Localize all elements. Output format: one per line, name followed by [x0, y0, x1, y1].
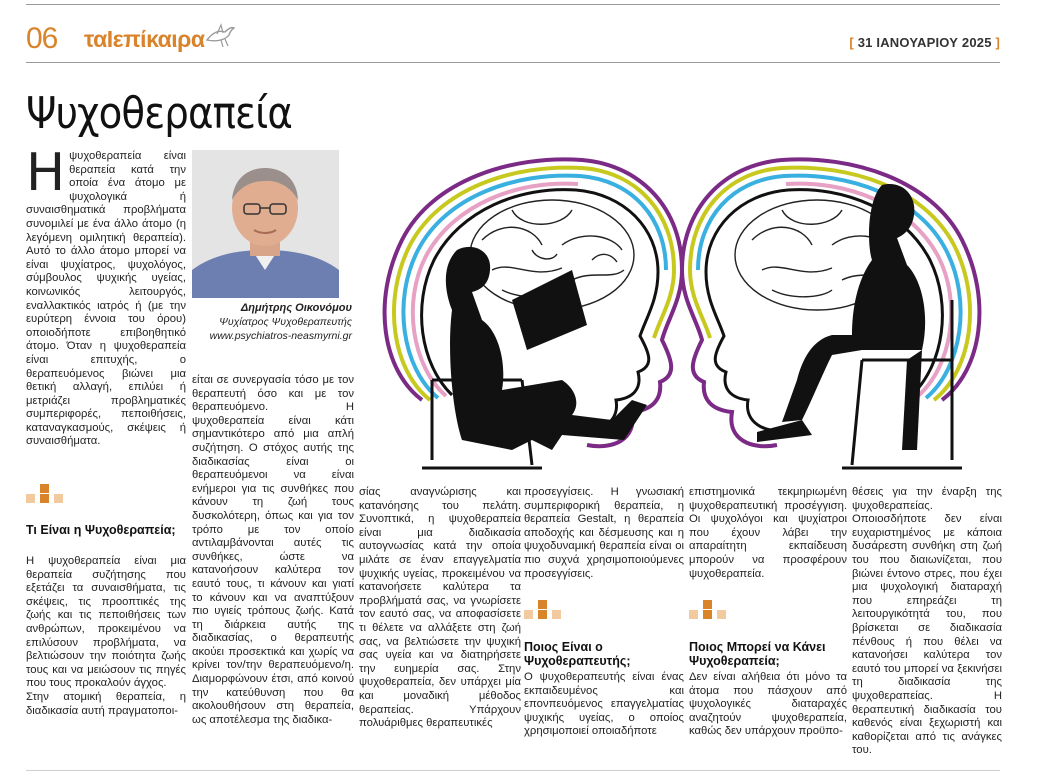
section2-text: Ο ψυχοθεραπευτής είναι ένας εκπαιδευμένος και επονπευόμενος επαγγελματίας ψυχικής υγείας, ο οποίος χρησιμοποιεί οποιαδήποτε — [524, 671, 684, 738]
article-title: Ψυχοθεραπεία — [26, 88, 292, 139]
author-name: Δημήτρης Οικονόμου — [240, 302, 352, 314]
bottom-rule — [26, 770, 1000, 771]
section-heading-who-can: Ποιος Μπορεί να Κάνει Ψυχοθεραπεία; — [689, 640, 826, 668]
author-portrait-icon — [192, 150, 339, 298]
issue-date: [ 31 ΙΑΝΟΥΑΡΙΟΥ 2025 ] — [849, 35, 1000, 50]
author-url: www.psychiatros-neasmyrni.gr — [209, 330, 352, 342]
page-number: 06 — [26, 22, 58, 55]
author-photo — [192, 150, 339, 298]
issue-date-text: 31 ΙΑΝΟΥΑΡΙΟΥ 2025 — [857, 35, 992, 50]
section3-text: Δεν είναι αλήθεια ότι μόνο τα άτομα που πάσχουν από ψυχολογικές διαταραχές αναζητούν ψυχοθεραπεία, καθώς δεν υπάρχουν προϋπο- — [689, 671, 847, 738]
section-heading-what-is: Τι Είναι η Ψυχοθεραπεία; — [26, 523, 176, 537]
section-logo: ταΙεπίκαιρα — [84, 26, 205, 52]
author-role: Ψυχίατρος Ψυχοθεραπευτής — [219, 316, 352, 328]
header-rule — [26, 62, 1000, 63]
bird-icon — [205, 22, 235, 50]
top-rule — [26, 4, 1000, 5]
dropcap: Η — [26, 143, 66, 203]
section1-text: Η ψυχοθεραπεία είναι μια θεραπεία συζήτησης που εξετάζει τα συναισθήματα, τις σκέψεις, τις προοπτικές της ζωής και τις πεποιθήσεις των ανθρώπων, προκειμένου να επιλύσουν προβλήματα, να βελτιώσουν την ποιότητα ζωής τους και να μειώσουν τις πηγές που τους προκαλούν άγχος. Στην ατομική θεραπεία, η διαδικασία αυτή πραγματοποι- — [26, 555, 186, 717]
column-2-text: είται σε συνεργασία τόσο με τον θεραπευτή όσο και με τον θεραπευόμενο. Η ψυχοθεραπεία είναι κάτι σημαντικότερο από μια απλή συζήτηση. Ο στόχος αυτής της διαδικασίας είναι οι θεραπευόμενοι να είναι ενήμεροι για τις συνθήκες που κάνουν τη ζωή τους δυσκολότερη, όπως και για τον τρόπο με τον οποίο αντιλαμβάνονται αυτές τις συνθήκες, ώστε να κατανοήσουν καλύτερα τον εαυτό τους, τι κάνουν και γιατί το κάνουν και να αναπτύξουν πιο υγιείς τρόπους ζωής. Κατά τη διάρκεια αυτής της διαδικασίας, ο θεραπευτής ακούει προσεκτικά και χωρίς να κρίνει τον/την θεραπευόμενο/η. Διαμορφώνουν έτσι, από κοινού την κατεύθυνση που θα ακολουθήσουν στη θεραπεία, ως αποτέλεσμα της διαδικα- — [192, 374, 354, 726]
section-marker-icon — [689, 600, 729, 630]
section-marker-icon — [524, 600, 564, 630]
therapy-session-illustration — [362, 150, 1002, 472]
column-3-text: σίας αναγνώρισης και κατανόησης του πελάτη. Συνοπτικά, η ψυχοθεραπεία είναι μια διαδικασία αυτογνωσίας κατά την οποία μιλάτε σε έναν επαγγελματία ψυχικής υγείας, προκειμένου να κατανοήσετε καλύτερα τα προβλήματά σας, να γνωρίσετε τον εαυτό σας, να αποφασίσετε τι θέλετε να αλλάξετε στη ζωή σας, να βελτιώσετε την ψυχική σας υγεία και να διατηρήσετε την ευημερία σας. Στην ψυχοθεραπεία, δεν υπάρχει μία και μοναδική μέθοδος θεραπείας. Υπάρχουν πολυάριθμες θεραπευτικές — [359, 486, 521, 730]
column-4-text: προσεγγίσεις. Η γνωσιακή συμπεριφορική θεραπεία, η θεραπεία Gestalt, η θεραπεία αποδοχής και δέσμευσης και η ψυχοδυναμική θεραπεία είναι οι πιο συχνά χρησιμοποιούμενες προσεγγίσεις. — [524, 486, 684, 580]
section-marker-icon — [26, 484, 66, 514]
intro-paragraph: Ηψυχοθεραπεία είναι θεραπεία κατά την οποία ένα άτομο με ψυχολογικά ή συναισθηματικά προβλήματα συνομιλεί με ένα άλλο άτομο (η λεγόμενη ομιλητική θεραπεία). Αυτό το άλλο άτομο μπορεί να είναι ψυχίατρος, ψυχολόγος, σύμβουλος ψυχικής υγείας, κοινωνικός λειτουργός, εναλλακτικός ιατρός ή (με την ευρύτερη έννοια του όρου) οποιοδήποτε επιβοηθητικό άτομο. Όταν η ψυχοθεραπεία είναι επιτυχής, ο θεραπευόμενος βιώνει μια θετική αλλαγή, επιλύει ή μετριάζει προβληματικές συμπεριφορές, πεποιθήσεις, καταναγκασμούς, σκέψεις ή συναισθήματα. — [26, 143, 186, 448]
column-5-text: επιστημονικά τεκμηριωμένη ψυχοθεραπευτική προσέγγιση. Οι ψυχολόγοι και ψυχίατροι που έχουν λάβει την απαραίτητη εκπαίδευση μπορούν να προσφέρουν ψυχοθεραπεία. — [689, 486, 847, 580]
section-heading-who-is-therapist: Ποιος Είναι ο Ψυχοθεραπευτής; — [524, 640, 631, 668]
column-6-text: θέσεις για την έναρξη της ψυχοθεραπείας. Οποιοσδήποτε δεν είναι ευχαριστημένος με κάποια δυσάρεστη συνθήκη στη ζωή του που διαιωνίζεται, που βιώνει έντονο στρες, που έχει μια ψυχολογική διαταραχή που επηρεάζει τη λειτουργικότητά του, που βρίσκεται σε διαδικασία πένθους ή που θέλει να κατανοήσει καλύτερα τον εαυτό του μπορεί να ξεκινήσει τη διαδικασία της ψυχοθεραπείας. Η θεραπευτική διαδικασία του καθενός είναι ξεχωριστή και καθορίζεται από τις ανάγκες του. — [852, 486, 1002, 757]
